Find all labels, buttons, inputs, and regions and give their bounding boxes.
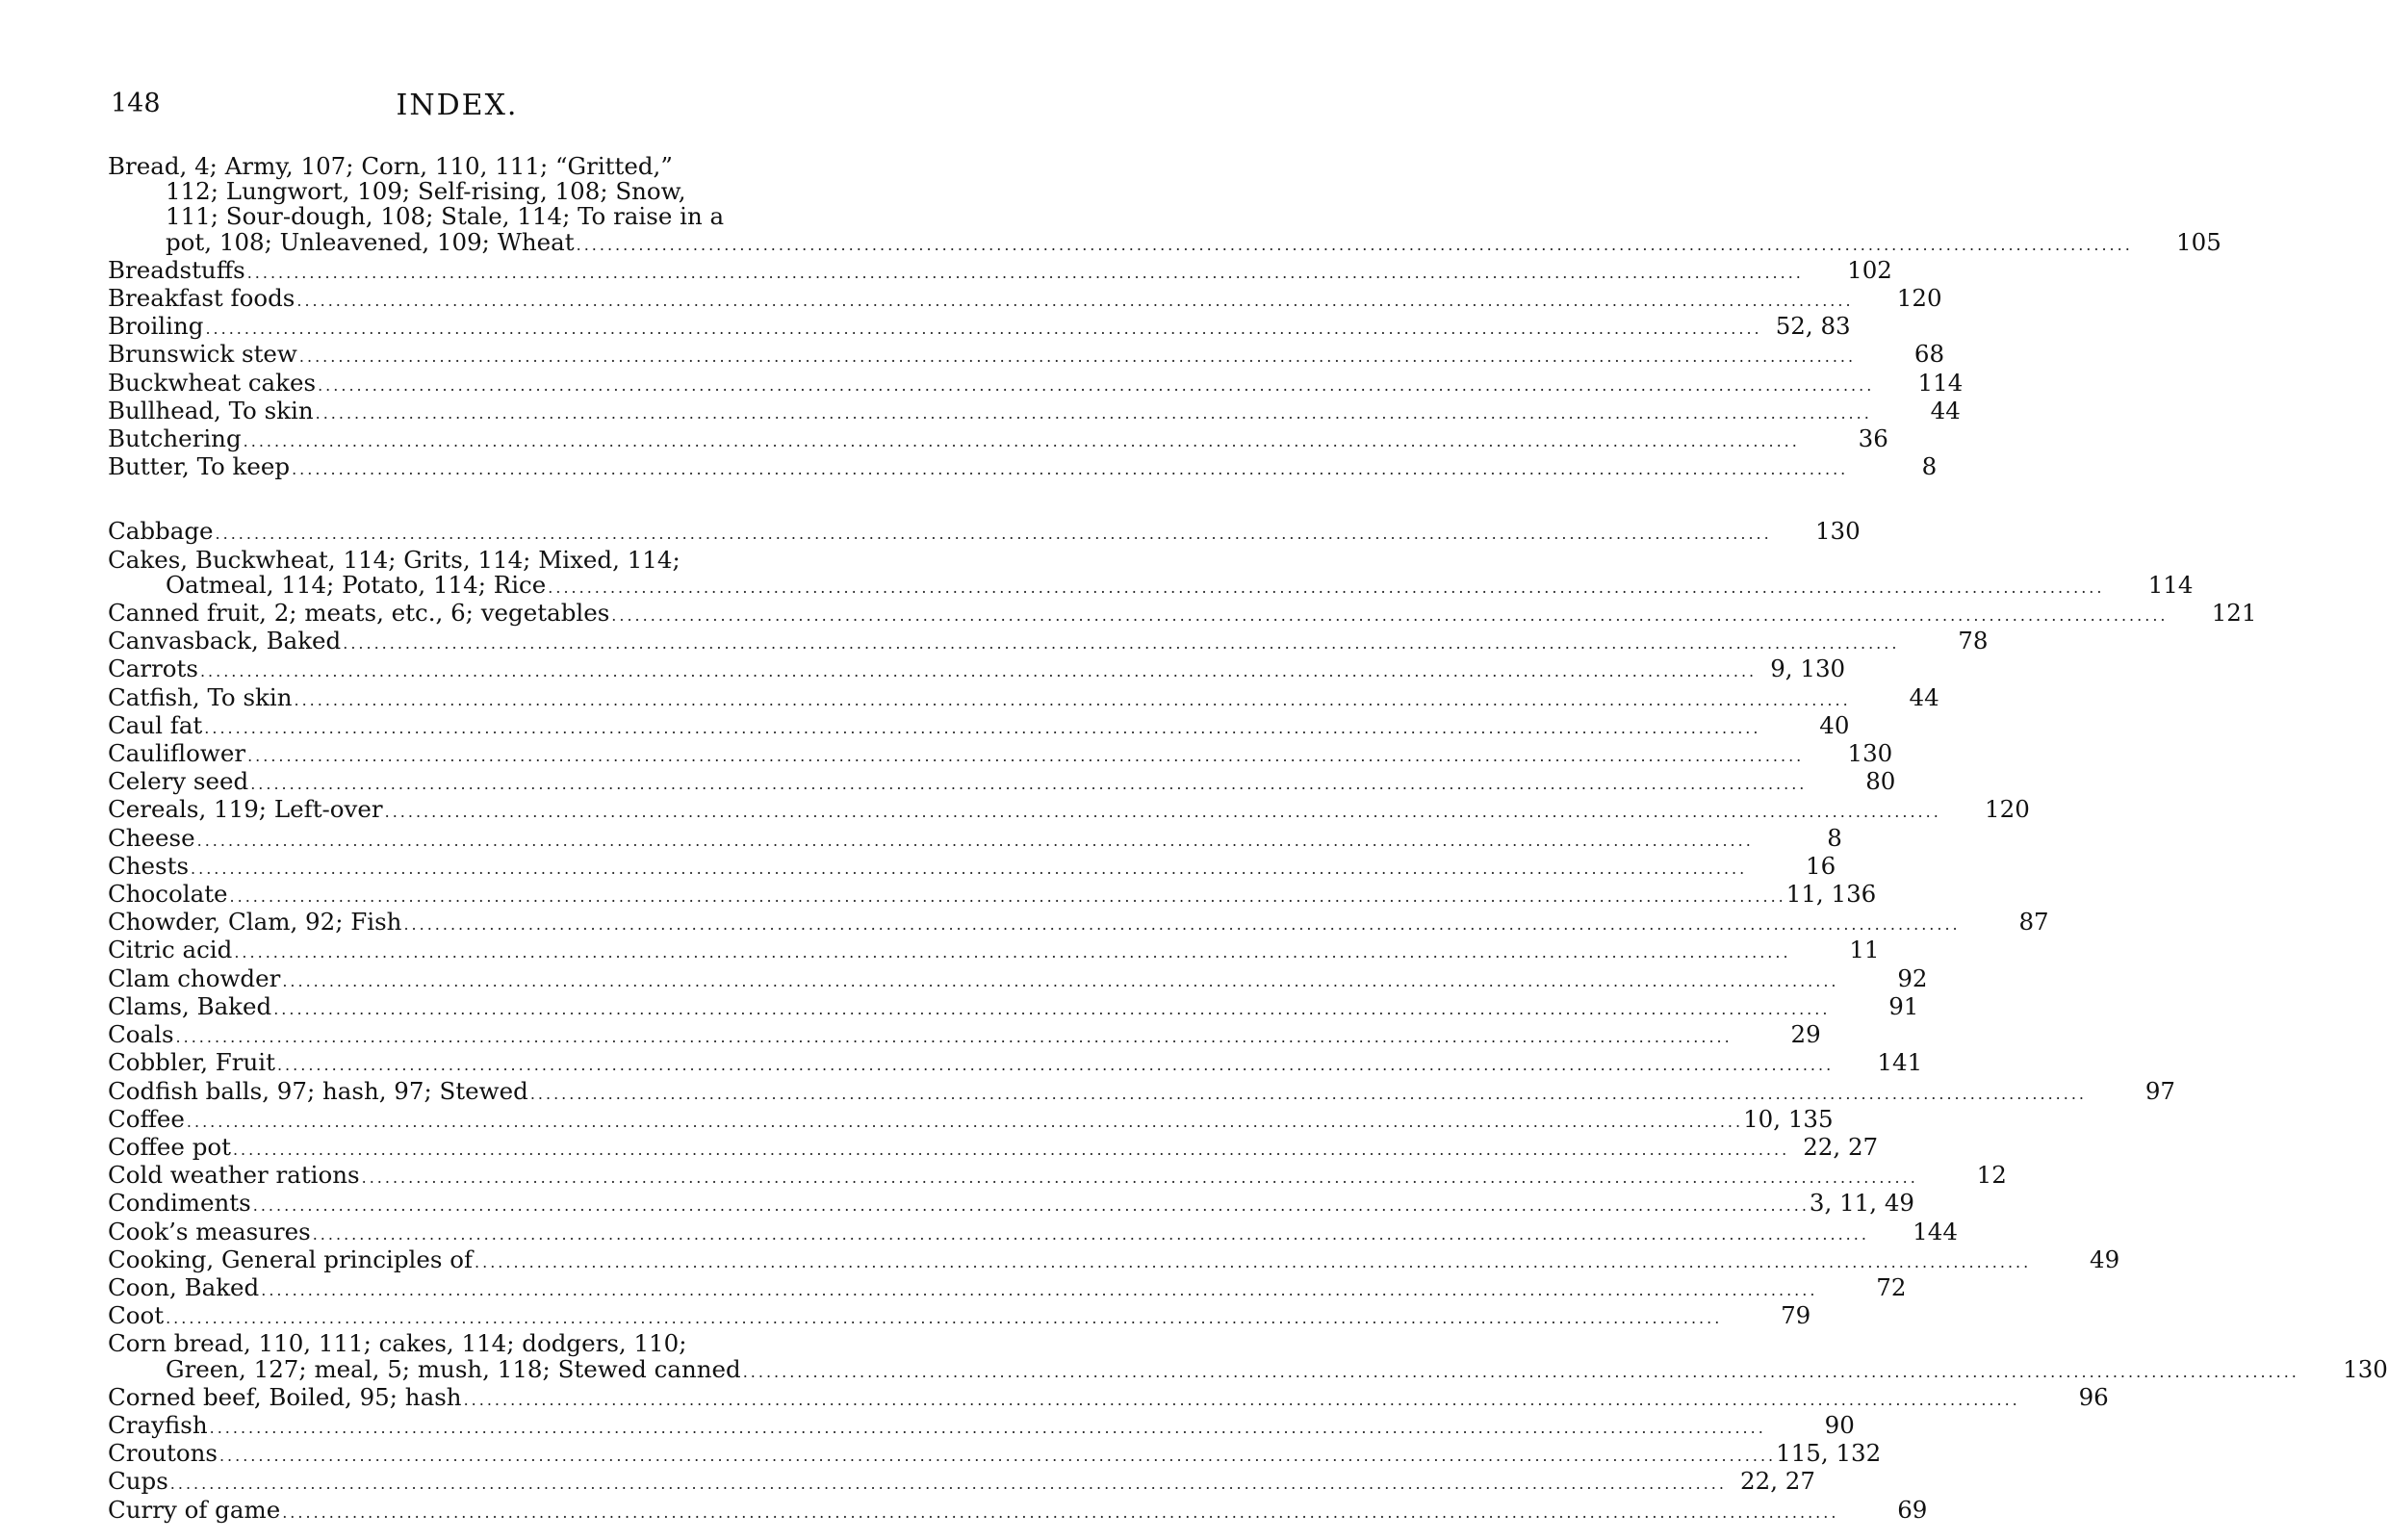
entry-page-ref: 72 — [1876, 1272, 1907, 1301]
index-entry — [108, 1329, 2388, 1384]
index-entry — [108, 1382, 2109, 1413]
entry-page-ref: 12 — [1976, 1161, 2007, 1190]
dot-leader: ........................................................................................................................................................................................................ — [298, 347, 1857, 367]
dot-leader: ........................................................................................................................................................................................................ — [296, 292, 1854, 311]
entry-page-ref: 90 — [1824, 1410, 1855, 1439]
index-entry — [108, 1161, 2007, 1191]
entry-page-ref: 8 — [1827, 823, 1842, 852]
dot-leader: ........................................................................................................................................................................................................ — [548, 578, 2105, 597]
entry-page-ref: 52, 83 — [1775, 312, 1851, 341]
entry-text: pot, 108; Unleavened, 109; Wheat — [166, 227, 575, 256]
index-entry — [108, 795, 2030, 825]
index-entry — [108, 1132, 1879, 1163]
entry-line — [108, 682, 1939, 713]
entry-text: Cooking, General principles of — [108, 1245, 474, 1273]
index-entry — [108, 368, 1964, 398]
dot-leader: ........................................................................................................................................................................................................ — [175, 1028, 1733, 1047]
index-entry — [108, 1410, 1855, 1441]
entry-text: Coffee — [108, 1104, 185, 1133]
dot-leader: ........................................................................................................................................................................................................ — [234, 943, 1791, 962]
page-header — [111, 89, 804, 131]
index-entry — [108, 682, 1939, 713]
dot-leader: ........................................................................................................................................................................................................ — [384, 803, 1941, 822]
dot-leader: ........................................................................................................................................................................................................ — [191, 859, 1748, 878]
entry-text: Coot — [108, 1301, 165, 1330]
entry-page-ref: 105 — [2176, 227, 2221, 256]
entry-text: Croutons — [108, 1439, 218, 1468]
entry-page-ref: 130 — [2343, 1354, 2388, 1383]
index-entry — [108, 1076, 2175, 1107]
dot-leader: ........................................................................................................................................................................................................ — [529, 1084, 2087, 1103]
index-entry — [108, 936, 1880, 965]
dot-leader: ........................................................................................................................................................................................................ — [611, 606, 2169, 626]
index-entry — [108, 517, 1861, 547]
index-entry — [108, 312, 1851, 342]
entry-text: Cobbler, Fruit — [108, 1048, 275, 1077]
entry-text: Breadstuffs — [108, 255, 245, 284]
entry-page-ref: 9, 130 — [1770, 654, 1846, 683]
entry-line — [108, 739, 1893, 769]
entry-page-ref: 22, 27 — [1803, 1132, 1879, 1161]
entry-line — [108, 1495, 1928, 1526]
index-entry — [108, 627, 1989, 656]
dot-leader: ........................................................................................................................................................................................................ — [232, 1140, 1790, 1159]
dot-leader: ........................................................................................................................................................................................................ — [361, 1168, 1918, 1188]
entry-line — [108, 823, 1842, 854]
entry-text: Corned beef, Boiled, 95; hash — [108, 1382, 462, 1411]
index-entry — [108, 851, 1836, 882]
entry-text: Cook’s measures — [108, 1217, 311, 1245]
entry-text: Green, 127; meal, 5; mush, 118; Stewed canned — [166, 1354, 741, 1383]
entry-text: Butchering — [108, 424, 242, 453]
entry-line — [108, 204, 857, 229]
dot-leader: ........................................................................................................................................................................................................ — [403, 915, 1961, 935]
dot-leader: ........................................................................................................................................................................................................ — [282, 971, 1839, 990]
entry-line — [108, 1104, 1834, 1135]
entry-text: Cheese — [108, 823, 195, 852]
entry-page-ref: 49 — [2090, 1245, 2120, 1273]
index-entry — [108, 1020, 1821, 1050]
entry-text: Clam chowder — [108, 963, 281, 992]
entry-page-ref: 44 — [1930, 396, 1961, 424]
entry-line — [108, 1331, 857, 1356]
entry-line — [108, 1020, 1821, 1050]
index-entry — [108, 908, 2049, 937]
dot-leader: ........................................................................................................................................................................................................ — [475, 1252, 2032, 1271]
dot-leader: ........................................................................................................................................................................................................ — [252, 1196, 1810, 1216]
entry-line — [108, 795, 2030, 825]
dot-leader: ........................................................................................................................................................................................................ — [166, 1309, 1723, 1328]
entry-line — [108, 710, 1850, 741]
index-entry — [108, 880, 1877, 910]
entry-line — [108, 517, 1861, 547]
index-entry — [108, 255, 1892, 286]
entry-text: Chocolate — [108, 880, 228, 909]
entry-line — [108, 1439, 1882, 1469]
dot-leader: ........................................................................................................................................................................................................ — [229, 887, 1786, 907]
entry-line — [108, 627, 1989, 656]
dot-leader: ........................................................................................................................................................................................................ — [294, 690, 1851, 709]
entry-text: Crayfish — [108, 1410, 208, 1439]
entry-line — [108, 284, 1942, 314]
entry-text: Condiments — [108, 1189, 251, 1218]
entry-page-ref: 114 — [2147, 570, 2194, 599]
entry-page-ref: 79 — [1781, 1301, 1811, 1330]
entry-line — [108, 1048, 1923, 1078]
entry-page-ref: 36 — [1858, 424, 1888, 453]
entry-text: Cereals, 119; Left-over — [108, 795, 383, 824]
entry-text: Buckwheat cakes — [108, 368, 317, 397]
entry-text: Cakes, Buckwheat, 114; Grits, 114; Mixed, 114; — [108, 545, 680, 574]
entry-text: Curry of game — [108, 1495, 281, 1524]
entry-page-ref: 8 — [1921, 452, 1938, 481]
dot-leader: ........................................................................................................................................................................................................ — [463, 1390, 2020, 1409]
index-entry — [108, 1245, 2120, 1275]
index-entry — [108, 1048, 1923, 1078]
index-entry — [108, 739, 1893, 769]
entry-page-ref: 11 — [1849, 936, 1880, 964]
entry-page-ref: 130 — [1814, 517, 1861, 546]
entry-text: Cups — [108, 1467, 168, 1496]
dot-leader: ........................................................................................................................................................................................................ — [576, 235, 2133, 254]
dot-leader: ........................................................................................................................................................................................................ — [343, 634, 1900, 654]
entry-text: Cold weather rations — [108, 1161, 360, 1190]
entry-text: Coals — [108, 1020, 174, 1049]
entry-page-ref: 97 — [2144, 1076, 2175, 1105]
entry-text: Breakfast foods — [108, 284, 295, 313]
entry-text: Codfish balls, 97; hash, 97; Stewed — [108, 1076, 528, 1105]
dot-leader: ........................................................................................................................................................................................................ — [247, 747, 1805, 766]
entry-page-ref: 22, 27 — [1740, 1467, 1815, 1496]
dot-leader: ........................................................................................................................................................................................................ — [315, 403, 1872, 423]
entry-text: 112; Lungwort, 109; Self-rising, 108; Snow, — [166, 177, 686, 206]
index-entry — [108, 1301, 1811, 1331]
entry-page-ref: 114 — [1917, 368, 1964, 397]
index-entry — [108, 424, 1888, 454]
entry-line — [108, 570, 2194, 601]
entry-text: Bread, 4; Army, 107; Corn, 110, 111; “Gritted,” — [108, 152, 673, 180]
entry-page-ref: 78 — [1958, 627, 1989, 655]
entry-text: Oatmeal, 114; Potato, 114; Rice — [166, 570, 547, 599]
index-entry — [108, 1495, 1928, 1526]
index-entry — [108, 340, 1945, 370]
entry-text: Coon, Baked — [108, 1272, 260, 1301]
index-entry — [108, 654, 1846, 684]
dot-leader: ........................................................................................................................................................................................................ — [205, 320, 1762, 339]
entry-line — [108, 1354, 2388, 1385]
entry-text: Bullhead, To skin — [108, 396, 314, 424]
entry-page-ref: 11, 136 — [1785, 880, 1877, 909]
entry-text: Corn bread, 110, 111; cakes, 114; dodgers, 110; — [108, 1329, 687, 1358]
dot-leader: ........................................................................................................................................................................................................ — [186, 1112, 1744, 1131]
entry-text: Clams, Baked — [108, 991, 272, 1020]
entry-line — [108, 991, 1919, 1022]
dot-leader: ........................................................................................................................................................................................................ — [196, 831, 1754, 850]
dot-leader: ........................................................................................................................................................................................................ — [204, 718, 1761, 737]
index-entry — [108, 1439, 1882, 1469]
entry-page-ref: 87 — [2018, 908, 2049, 937]
entry-page-ref: 120 — [1985, 795, 2030, 824]
index-entry — [108, 710, 1850, 741]
entry-line — [108, 963, 1928, 994]
entry-line — [108, 936, 1880, 965]
entry-page-ref: 96 — [2078, 1382, 2109, 1411]
entry-page-ref: 121 — [2211, 599, 2257, 628]
entry-line — [108, 255, 1892, 286]
entry-page-ref: 120 — [1896, 284, 1942, 313]
entry-line — [108, 154, 857, 179]
dot-leader: ........................................................................................................................................................................................................ — [742, 1362, 2299, 1381]
index-entry — [108, 545, 2194, 601]
entry-line — [108, 880, 1877, 910]
entry-line — [108, 396, 1961, 426]
entry-text: Carrots — [108, 654, 198, 683]
dot-leader: ........................................................................................................................................................................................................ — [218, 1447, 1777, 1466]
entry-text: Butter, To keep — [108, 452, 291, 481]
page-number: 148 — [111, 89, 161, 118]
dot-leader: ........................................................................................................................................................................................................ — [215, 525, 1772, 544]
dot-leader: ........................................................................................................................................................................................................ — [246, 263, 1804, 282]
entry-line — [108, 1410, 1855, 1441]
entry-line — [108, 368, 1964, 398]
index-entry — [108, 1272, 1907, 1303]
entry-text: Cauliflower — [108, 739, 246, 768]
index-entry — [108, 152, 2221, 258]
entry-page-ref: 3, 11, 49 — [1809, 1189, 1915, 1218]
entry-page-ref: 130 — [1847, 739, 1893, 768]
entry-page-ref: 92 — [1897, 963, 1928, 992]
index-entry — [108, 1104, 1834, 1135]
entry-line — [108, 452, 1938, 482]
dot-leader: ........................................................................................................................................................................................................ — [199, 662, 1758, 681]
index-entry — [108, 1467, 1815, 1497]
dot-leader: ........................................................................................................................................................................................................ — [209, 1418, 1766, 1437]
entry-text: Broiling — [108, 312, 204, 341]
entry-page-ref: 40 — [1819, 710, 1850, 739]
dot-leader: ........................................................................................................................................................................................................ — [318, 375, 1875, 395]
entry-line — [108, 424, 1888, 454]
entry-line — [108, 1272, 1907, 1303]
entry-line — [108, 227, 2221, 258]
entry-text: Chowder, Clam, 92; Fish — [108, 908, 402, 937]
index-entry — [108, 963, 1928, 994]
entry-line — [108, 179, 857, 204]
entry-page-ref: 141 — [1877, 1048, 1923, 1077]
index-entry — [108, 991, 1919, 1022]
dot-leader: ........................................................................................................................................................................................................ — [292, 460, 1849, 479]
entry-page-ref: 29 — [1790, 1020, 1821, 1049]
entry-text: Brunswick stew — [108, 340, 297, 369]
entry-line — [108, 1132, 1879, 1163]
entry-text: Catfish, To skin — [108, 682, 293, 711]
index-entry — [108, 823, 1842, 854]
entry-line — [108, 1217, 1958, 1247]
entry-line — [108, 1161, 2007, 1191]
entry-line — [108, 851, 1836, 882]
entry-text: Cabbage — [108, 517, 214, 546]
entry-text: Caul fat — [108, 710, 203, 739]
entry-line — [108, 1467, 1815, 1497]
index-entry — [108, 1217, 1958, 1247]
entry-line — [108, 1301, 1811, 1331]
dot-leader: ........................................................................................................................................................................................................ — [273, 999, 1831, 1018]
dot-leader: ........................................................................................................................................................................................................ — [250, 775, 1808, 794]
entry-page-ref: 144 — [1913, 1217, 1958, 1245]
entry-line — [108, 545, 857, 574]
entry-page-ref: 80 — [1865, 767, 1896, 796]
entry-page-ref: 68 — [1913, 340, 1945, 369]
index-entry — [108, 767, 1896, 797]
running-title: INDEX. — [396, 89, 519, 122]
dot-leader: ........................................................................................................................................................................................................ — [261, 1280, 1818, 1299]
entry-line — [108, 1076, 2175, 1107]
entry-page-ref: 10, 135 — [1743, 1104, 1834, 1133]
entry-text: Citric acid — [108, 936, 233, 964]
entry-text: Celery seed — [108, 767, 249, 796]
entry-page-ref: 91 — [1888, 991, 1919, 1020]
entry-line — [108, 908, 2049, 937]
entry-line — [108, 767, 1896, 797]
entry-page-ref: 115, 132 — [1776, 1439, 1882, 1468]
entry-page-ref: 44 — [1909, 682, 1939, 711]
dot-leader: ........................................................................................................................................................................................................ — [312, 1224, 1869, 1244]
dot-leader: ........................................................................................................................................................................................................ — [243, 432, 1800, 451]
index-entry — [108, 284, 1942, 314]
index-entry — [108, 599, 2257, 629]
entry-text: Canned fruit, 2; meats, etc., 6; vegetables — [108, 599, 610, 628]
entry-line — [108, 1382, 2109, 1413]
dot-leader: ........................................................................................................................................................................................................ — [282, 1502, 1839, 1522]
entry-text: 111; Sour-dough, 108; Stale, 114; To raise in a — [166, 202, 725, 231]
entry-line — [108, 654, 1846, 684]
index-list — [108, 152, 2388, 1526]
index-entry — [108, 452, 1938, 482]
index-entry — [108, 396, 1961, 426]
entry-text: Canvasback, Baked — [108, 627, 342, 655]
entry-line — [108, 312, 1851, 342]
entry-text: Chests — [108, 851, 190, 880]
entry-line — [108, 1189, 1915, 1219]
entry-text: Coffee pot — [108, 1132, 231, 1161]
dot-leader: ........................................................................................................................................................................................................ — [276, 1056, 1835, 1075]
entry-line — [108, 599, 2257, 629]
entry-page-ref: 69 — [1897, 1495, 1928, 1524]
entry-page-ref: 102 — [1847, 255, 1892, 284]
entry-page-ref: 16 — [1806, 851, 1836, 880]
entry-line — [108, 1245, 2120, 1275]
index-entry — [108, 1189, 1915, 1219]
entry-line — [108, 340, 1945, 370]
dot-leader: ........................................................................................................................................................................................................ — [169, 1475, 1727, 1494]
